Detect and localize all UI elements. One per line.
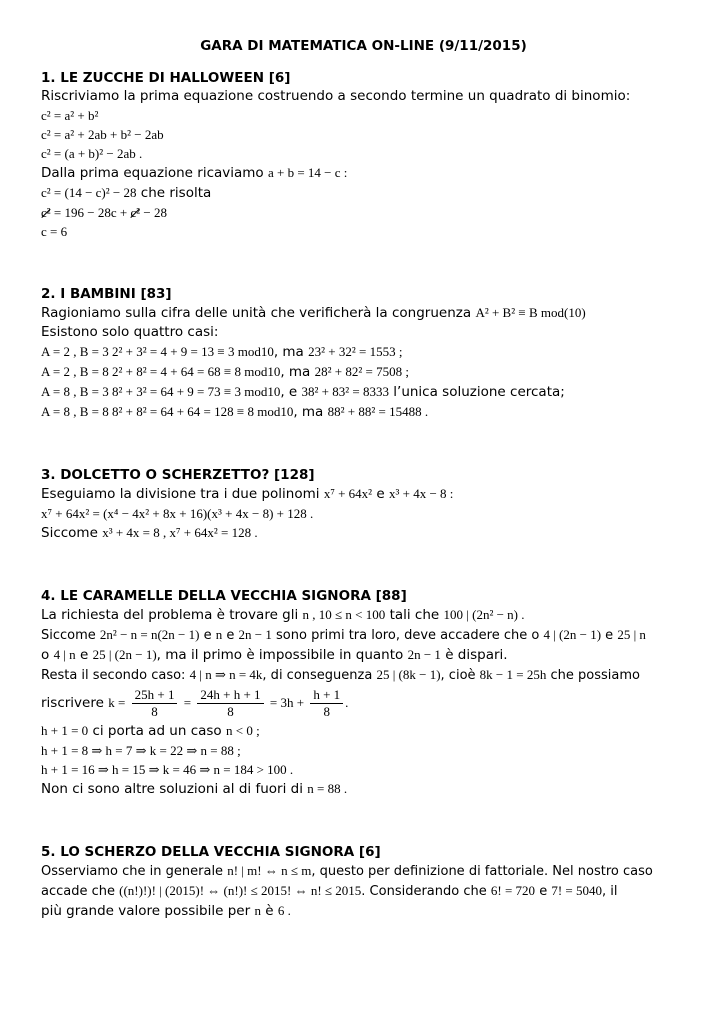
equation: a + b = 14 − c : [268,165,348,180]
equation: 25 | n [617,627,646,642]
equation: n = 88 . [307,781,348,796]
text-line [41,721,686,741]
text: La richiesta del problema è trovare gli [41,607,299,623]
text: e [376,486,385,502]
equation: h + 1 = 16 ⇒ h = 15 ⇒ k = 46 ⇒ n = 184 > 100 . [41,762,294,777]
equation: k = [108,695,126,710]
text: l’unica soluzione cercata; [393,384,565,400]
section-2 [41,285,686,422]
equation: ((n!)!)! | (2015)! ⇔ (n!)! ≤ 2015! ⇔ n! ≤ 2015 [119,883,362,898]
equation: 100 | (2n² − n) . [443,607,525,622]
equation: n , 10 ≤ n < 100 [302,607,386,622]
text: , ma il primo è impossibile in quanto [156,647,404,663]
case-line [41,342,686,362]
text: , ma [293,404,324,420]
text: e [605,628,614,643]
numerator: 24h + h + 1 [197,687,263,704]
fraction [197,687,263,720]
section-4-heading: 4. LE CARAMELLE DELLA VECCHIA SIGNORA [88] [41,588,407,604]
equation: x⁷ + 64x² = (x⁴ − 4x² + 8x + 16)(x³ + 4x − 8) + 128 . [41,506,314,521]
text-line [41,645,686,665]
equation: 88² + 88² = 15488 . [327,404,429,419]
text: più grande valore possibile per [41,903,251,919]
equation: A = 2 , B = 3 2² + 3² = 4 + 9 = 13 ≡ 3 mod10 [41,344,274,359]
text: che risolta [140,185,212,201]
equation: 38² + 83² = 8333 [301,384,389,399]
equation: h + 1 = 8 ⇒ h = 7 ⇒ k = 22 ⇒ n = 88 ; [41,743,241,758]
text: tali che [389,607,440,623]
text-line [41,484,686,504]
text: Eseguiamo la divisione tra i due polinomi [41,486,320,502]
equation: n! | m! ⇔ n ≤ m [227,863,312,878]
fraction [132,687,178,720]
equation: x³ + 4x = 8 , x⁷ + 64x² = 128 . [102,525,258,540]
document-page [41,38,686,965]
case-line [41,402,686,422]
section-5-heading: 5. LO SCHERZO DELLA VECCHIA SIGNORA [6] [41,844,381,860]
equation: 4 | n [53,647,76,662]
text: , e [280,384,298,400]
equation: 25 | (8k − 1) [376,667,441,682]
equation: c² = a² + b² [41,108,99,123]
text: o [41,647,50,663]
text-line [41,523,686,543]
text-line: Esistono solo quattro casi: [41,324,219,340]
equation-part: − 28 [140,205,167,220]
equation: x⁷ + 64x² [323,486,373,501]
case-line [41,382,686,402]
numerator: h + 1 [310,687,343,704]
text: Non ci sono altre soluzioni al di fuori di [41,781,303,797]
text: , ma [280,364,311,380]
text: e [203,628,212,643]
text-line [41,901,686,921]
equation: c² = (a + b)² − 2ab . [41,146,143,161]
denominator: 8 [227,703,234,719]
text: Siccome [41,628,96,643]
equation: h + 1 = 0 [41,723,89,738]
text: Ragioniamo sulla cifra delle unità che verificherà la congruenza [41,305,472,321]
equation: 7! = 5040 [551,883,602,898]
equation-cancelled [41,203,686,222]
text-line [41,163,686,183]
denominator: 8 [151,703,158,719]
equation: = 3h + [269,695,305,710]
text: Dalla prima equazione ricaviamo [41,165,264,181]
equation: A² + B² ≡ B mod(10) [475,305,586,320]
equation: c² = a² + 2ab + b² − 2ab [41,127,164,142]
equation: 23² + 32² = 1553 ; [308,344,403,359]
section-1-heading: 1. LE ZUCCHE DI HALLOWEEN [6] [41,70,291,86]
numerator: 25h + 1 [132,687,178,704]
equation: 6! = 720 [490,883,536,898]
section-1 [41,69,686,241]
equation: 6 . [277,903,291,918]
equals-sign: = [183,695,192,710]
text-line [41,183,686,203]
text: e [226,628,235,643]
text-line [41,861,686,881]
equation: 2n² − n = n(2n − 1) [99,627,200,642]
text: Osserviamo che in generale [41,864,224,879]
text: , ma [273,344,304,360]
text: , cioè [440,668,476,683]
equation-part: = 196 − 28c + [50,205,131,220]
case-line [41,362,686,382]
cancelled-term: c² [41,205,51,220]
page-title: GARA DI MATEMATICA ON-LINE (9/11/2015) [200,38,527,54]
section-2-heading: 2. I BAMBINI [83] [41,286,172,302]
text-line [41,779,686,799]
section-1-intro: Riscriviamo la prima equazione costruendo a secondo termine un quadrato di binomio: [41,88,631,104]
text: Siccome [41,525,98,541]
text: e [79,647,89,663]
text: , di conseguenza [262,668,373,683]
text: che possiamo [550,668,640,683]
cancelled-term: c² [130,205,141,220]
period: . [345,695,349,710]
equation: n < 0 ; [226,723,260,738]
section-5 [41,843,686,921]
section-4 [41,587,686,799]
equation: n [254,903,261,918]
equation: 8k − 1 = 25h [479,667,547,682]
text: e [539,884,548,899]
text: . Considerando che [361,884,487,899]
equation: 4 | (2n − 1) [543,627,602,642]
text: ci porta ad un caso [92,723,222,739]
equation-result: c = 6 [41,224,68,239]
text: sono primi tra loro, deve accadere che o [276,628,540,643]
text-line [41,665,686,685]
equation: 4 | n ⇒ n = 4k [189,667,263,682]
equation: c² = (14 − c)² − 28 [41,185,137,200]
text-line [41,881,686,901]
equation: 2n − 1 [238,627,272,642]
text: Resta il secondo caso: [41,668,186,683]
fraction [310,687,343,720]
text: è [265,903,274,919]
equation: x³ + 4x − 8 : [388,486,454,501]
text-line [41,605,686,625]
equation: A = 2 , B = 8 2² + 8² = 4 + 64 = 68 ≡ 8 mod10 [41,364,281,379]
denominator: 8 [323,703,330,719]
text: , il [602,884,618,899]
equation: 2n − 1 [407,647,441,662]
equation: n [215,627,223,642]
equation: 28² + 82² = 7508 ; [314,364,409,379]
equation: A = 8 , B = 8 8² + 8² = 64 + 64 = 128 ≡ 8 mod10 [41,404,294,419]
equation: 25 | (2n − 1) [92,647,157,662]
text: , questo per definizione di fattoriale. Nel nostro caso [311,864,653,879]
text: è dispari. [445,647,508,663]
equation: A = 8 , B = 3 8² + 3² = 64 + 9 = 73 ≡ 3 mod10 [41,384,281,399]
text: riscrivere [41,695,104,711]
section-3-heading: 3. DOLCETTO O SCHERZETTO? [128] [41,467,315,483]
text-line [41,625,686,645]
text: accade che [41,884,115,899]
text-line [41,303,686,323]
section-3 [41,466,686,543]
fraction-line [41,685,686,721]
